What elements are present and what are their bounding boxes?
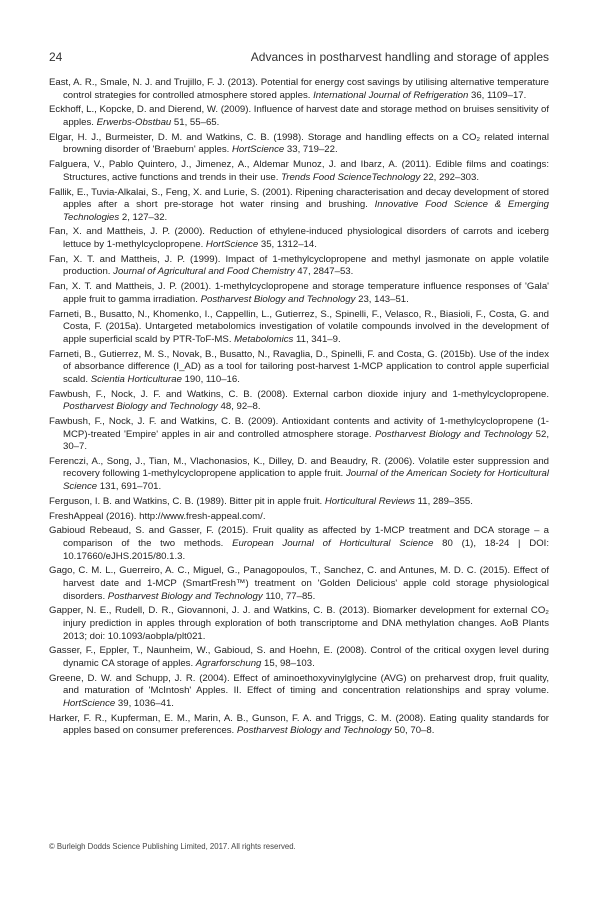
page-header xyxy=(49,50,549,66)
reference-text: Farneti, B., Busatto, N., Khomenko, I., Cappellin, L., Gutierrez, S., Spinelli, F., Velasco, R., Biasioli, F., Costa, G. and Costa, F. (2015a). Untargeted metabolomics investigation of volatile compounds involved in the development of apple superficial scald by PTR-ToF-MS. xyxy=(49,308,549,345)
reference-entry xyxy=(49,132,549,157)
reference-text: Harker, F. R., Kupferman, E. M., Marin, A. B., Gunson, F. A. and Triggs, C. M. (2008). Eating quality standards for apples based on consumer preferences. xyxy=(49,712,549,737)
reference-entry xyxy=(49,349,549,387)
reference-journal: European Journal of Horticultural Science xyxy=(232,538,434,549)
reference-volume-pages: 11, 289–355. xyxy=(414,495,473,507)
reference-journal: HortScience xyxy=(63,697,116,709)
reference-entry xyxy=(49,159,549,184)
reference-journal: Innovative Food Science & Emerging Technologies xyxy=(63,199,549,223)
reference-text: Fan, X. and Mattheis, J. P. (2000). Reduction of ethylene-induced physiological disorders of carrots and iceberg lettuce by 1-methylcyclopropene. xyxy=(49,226,549,251)
reference-volume-pages: 47, 2847–53. xyxy=(294,266,354,278)
reference-journal: Agrarforschung xyxy=(195,657,262,669)
reference-journal: HortScience xyxy=(205,239,259,251)
reference-journal: Journal of the American Society for Horticultural Science xyxy=(63,468,549,493)
reference-journal: Trends Food ScienceTechnology xyxy=(281,171,421,183)
reference-volume-pages: 190, 110–16. xyxy=(181,373,240,385)
copyright-footer: © Burleigh Dodds Science Publishing Limited, 2017. All rights reserved. xyxy=(49,842,296,851)
reference-journal: Postharvest Biology and Technology xyxy=(107,590,263,602)
reference-volume-pages: 22, 292–303. xyxy=(420,171,479,183)
reference-text: Fallik, E., Tuvia-Alkalai, S., Feng, X. and Lurie, S. (2001). Ripening characterisation and decay development of stored apples after a short pre-storage hot water rinsing and brushing. xyxy=(49,186,549,211)
reference-volume-pages: 23, 143–51. xyxy=(355,293,409,305)
reference-text: East, A. R., Smale, N. J. and Trujillo, F. J. (2013). Potential for energy cost savings by utilising alternative temperature control strategies for controlled atmosphere stored apples. xyxy=(49,77,549,101)
reference-journal: Postharvest Biology and Technology xyxy=(200,293,356,305)
reference-entry xyxy=(49,104,549,129)
reference-text: Fan, X. T. and Mattheis, J. P. (2001). 1-methylcyclopropene and storage temperature influence responses of 'Gala' apple fruit to gamma irradiation. xyxy=(49,281,549,305)
reference-entry xyxy=(49,77,549,102)
reference-volume-pages: 33, 719–22. xyxy=(284,144,338,156)
running-title: Advances in postharvest handling and storage of apples xyxy=(250,50,549,64)
reference-text: Falguera, V., Pablo Quintero, J., Jimenez, A., Aldemar Munoz, J. and Ibarz, A. (2011). Edible films and coatings: Structures, active functions and trends in their use. xyxy=(49,159,549,183)
reference-text: Gasser, F., Eppler, T., Naunheim, W., Gabioud, S. and Hoehn, E. (2008). Control of the critical oxygen level during dynamic CA storage of apples. xyxy=(49,645,549,669)
reference-text: Greene, D. W. and Schupp, J. R. (2004). Effect of aminoethoxyvinylglycine (AVG) on preharvest drop, fruit quality, and maturation of 'McIntosh' Apples. II. Effect of timing and concentration relationships and spray volume. xyxy=(49,672,549,697)
reference-entry xyxy=(49,309,549,347)
reference-entry xyxy=(49,713,549,738)
reference-volume-pages: 110, 77–85. xyxy=(262,590,316,602)
reference-journal: Scientia Horticulturae xyxy=(90,373,182,385)
reference-text: Gapper, N. E., Rudell, D. R., Giovannoni, J. J. and Watkins, C. B. (2013). Biomarker development for external CO₂ injury prediction in apples through exploration of both transcriptome and DNA methylation changes. AoB Plants 2013; doi: 10.1093/aobpla/plt021. xyxy=(49,605,549,642)
reference-list xyxy=(49,77,549,740)
reference-journal: Postharvest Biology and Technology xyxy=(236,725,392,737)
reference-entry xyxy=(49,456,549,494)
reference-text: FreshAppeal (2016). http://www.fresh-appeal.com/. xyxy=(49,510,266,522)
reference-text: Fan, X. T. and Mattheis, J. P. (1999). Impact of 1-methylcyclopropene and methyl jasmonate on apple volatile production. xyxy=(49,253,549,278)
reference-volume-pages: 35, 1312–14. xyxy=(258,239,317,251)
reference-entry xyxy=(49,673,549,711)
reference-entry xyxy=(49,254,549,279)
reference-text: Ferenczi, A., Song, J., Tian, M., Vlachonasios, K., Dilley, D. and Beaudry, R. (2006). Volatile ester suppression and recovery following 1-methylcyclopropene application to apple fruit. xyxy=(49,455,549,480)
reference-volume-pages: 51, 55–65. xyxy=(171,116,220,128)
reference-volume-pages: 48, 92–8. xyxy=(217,401,261,413)
page-number: 24 xyxy=(49,50,63,64)
reference-text: Fawbush, F., Nock, J. F. and Watkins, C. B. (2009). Antioxidant contents and activity of 1-methylcyclopropene (1-MCP)-treated 'Empire' apples in air and controlled atmosphere storage. xyxy=(49,415,549,440)
reference-text: Gabioud Rebeaud, S. and Gasser, F. (2015). Fruit quality as affected by 1-MCP treatment and DCA storage – a comparison of the two methods. xyxy=(49,525,549,549)
reference-volume-pages: 2, 127–32. xyxy=(119,211,168,223)
reference-entry xyxy=(49,226,549,251)
reference-volume-pages: 39, 1036–41. xyxy=(115,697,174,709)
reference-volume-pages: 50, 70–8. xyxy=(391,725,435,737)
reference-volume-pages: 131, 691–701. xyxy=(97,481,162,493)
reference-entry xyxy=(49,281,549,306)
reference-text: Gago, C. M. L., Guerreiro, A. C., Miguel, G., Panagopoulos, T., Sanchez, C. and Antunes, M. D. C. (2015). Effect of harvest date and 1-MCP (SmartFresh™) treatment on 'Golden Delicious' apple cold storage physiological disorders. xyxy=(49,565,549,602)
reference-entry xyxy=(49,565,549,603)
reference-entry xyxy=(49,496,549,509)
reference-entry xyxy=(49,645,549,670)
reference-entry xyxy=(49,416,549,454)
reference-volume-pages: 11, 341–9. xyxy=(293,333,341,345)
reference-text: Eckhoff, L., Kopcke, D. and Dierend, W. (2009). Influence of harvest date and storage method on bruises sensitivity of apples. xyxy=(49,104,549,128)
reference-text: Ferguson, I. B. and Watkins, C. B. (1989). Bitter pit in apple fruit. xyxy=(49,495,325,507)
reference-text: Fawbush, F., Nock, J. F. and Watkins, C. B. (2008). External carbon dioxide injury and 1-methylcyclopropene. xyxy=(49,388,549,400)
reference-text: Farneti, B., Gutierrez, M. S., Novak, B., Busatto, N., Ravaglia, D., Spinelli, F. and Costa, G. (2015b). Use of the index of absorbance difference (I_AD) as a tool for tailoring post-harvest 1-MCP application to control apple superficial scald. xyxy=(49,348,549,385)
reference-journal: Journal of Agricultural and Food Chemistry xyxy=(113,266,295,278)
reference-journal: Metabolomics xyxy=(234,333,294,345)
reference-text: Elgar, H. J., Burmeister, D. M. and Watkins, C. B. (1998). Storage and handling effects on a CO₂ related internal browning disorder of 'Braeburn' apples. xyxy=(49,131,549,156)
reference-journal: HortScience xyxy=(232,144,285,156)
reference-volume-pages: 80 (1), 18-24 | DOI: 10.17660/eJHS.2015/80.1.3. xyxy=(63,538,549,562)
reference-journal: Horticultural Reviews xyxy=(324,495,415,507)
reference-journal: Postharvest Biology and Technology xyxy=(375,428,533,440)
reference-journal: International Journal of Refrigeration xyxy=(313,89,469,101)
reference-journal: Postharvest Biology and Technology xyxy=(63,401,218,413)
reference-volume-pages: 15, 98–103. xyxy=(261,657,315,669)
reference-volume-pages: 52, 30–7. xyxy=(63,428,549,453)
reference-entry xyxy=(49,511,549,524)
reference-entry xyxy=(49,187,549,225)
reference-entry xyxy=(49,605,549,643)
reference-volume-pages: 36, 1109–17. xyxy=(468,89,527,101)
reference-entry xyxy=(49,389,549,414)
reference-journal: Erwerbs-Obstbau xyxy=(96,116,172,128)
reference-entry xyxy=(49,525,549,563)
